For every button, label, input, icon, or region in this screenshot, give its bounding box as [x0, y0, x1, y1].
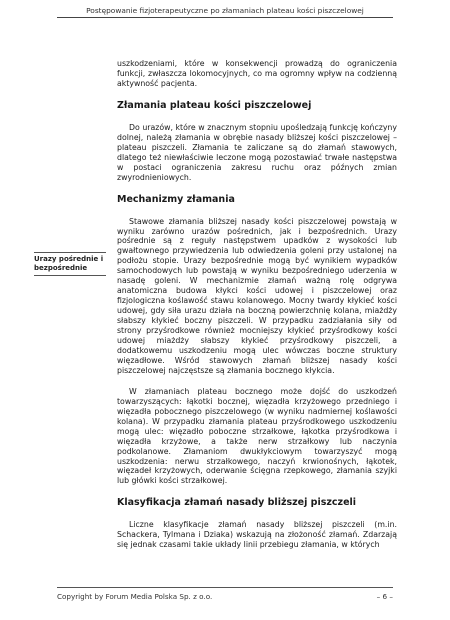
mechanisms-paragraph: Stawowe złamania bliższej nasady kości piszczelowej powstają w wyniku zarówno urazów pośrednich, jak i bezpośrednich. Urazy pośrednie są z reguły następstwem upadków z wysokości lub gwałtownego przywiedzenia lub odwiedzenia goleni przy ustalonej na podłożu stopie. Urazy bezpośrednie mogą być wynikiem wypadków samochodowych lub powstają w wyniku bezpośredniego uderzenia w nasadę goleni. W mechanizmie złamań ważną rolę odgrywa anatomiczna budowa kłykci kości udowej i piszczelowej oraz fizjologiczna koślawość stawu kolanowego. Mocny twardy kłykieć kości udowej, gdy siła urazu działa na boczną powierzchnię kolana, miażdży słabszy kłykieć boczny piszczeli. W przypadku zadziałania siły od strony przyśrodkowe również mocniejszy kłykieć przyśrodkowy kości udowej miażdży słabszy kłykieć przyśrodkowy piszczeli, a dodatkowemu uszkodzeniu mogą ulec wówczas boczne struktury więzadłowe. Wśród stawowych złamań bliższej nasady kości piszczelowej najczęstsze są złamania bocznego kłykcia.	[117, 216, 397, 375]
footer-copyright: Copyright by Forum Media Polska Sp. z o.o.	[57, 592, 213, 601]
classification-paragraph: Liczne klasyfikacje złamań nasady bliższej piszczeli (m.in. Schackera, Tylmana i Dziaka) wskazują na złożoność złamań. Zdarzają się jednak czasami takie układy linii przebiegu złamania, w których	[117, 520, 397, 550]
header-divider	[57, 17, 393, 18]
section-heading-classification: Klasyfikacja złamań nasady bliższej piszczeli	[117, 497, 357, 509]
margin-note-text: Urazy pośrednie i bezpośrednie	[34, 255, 104, 272]
margin-note-bottom-rule	[34, 275, 106, 276]
plateau-paragraph: Do urazów, które w znacznym stopniu upośledzają funkcję kończyny dolnej, należą złamania w obrębie nasady bliższej kości piszczelowej – plateau piszczeli. Złamania te zaliczane są do złamań stawowych, dlatego też niewłaściwie leczone mogą pozostawiać trwałe następstwa w postaci ograniczenia zakresu ruchu oraz późnych zmian zwyrodnieniowych.	[117, 122, 397, 182]
main-content	[117, 59, 397, 561]
margin-note	[34, 252, 106, 276]
margin-note-top-rule	[34, 252, 106, 253]
running-header: Postępowanie fizjoterapeutyczne po złamaniach plateau kości piszczelowej	[86, 6, 364, 15]
intro-paragraph: uszkodzeniami, które w konsekwencji prowadzą do ograniczenia funkcji, zwłaszcza lokomocyjnych, co ma ogromny wpływ na codzienną aktywność pacjenta.	[117, 59, 397, 88]
section-heading-mechanisms: Mechanizmy złamania	[117, 193, 235, 205]
page-number: – 6 –	[376, 592, 393, 601]
section-heading-plateau: Złamania plateau kości piszczelowej	[117, 99, 312, 111]
footer-divider	[57, 587, 393, 588]
lateral-plateau-paragraph: W złamaniach plateau bocznego może dojść do uszkodzeń towarzyszących: łąkotki bocznej, więzadła krzyżowego przedniego i więzadła pobocznego piszczelowego (w wyniku nadmiernej koślawości kolana). W przypadku złamania plateau przyśrodkowego uszkodzeniu mogą ulec: więzadło poboczne strzałkowe, łąkotka przyśrodkowa i więzadła krzyżowe, a także nerw strzałkowy lub naczynia podkolanowe. Złamaniom dwukłykciowym towarzyszyć mogą uszkodzenia: nerwu strzałkowego, naczyń krwionośnych, łąkotek, więzadeł krzyżowych, oderwanie ścięgna rzepkowego, złamania szyjki lub główki kości strzałkowej.	[117, 386, 397, 486]
